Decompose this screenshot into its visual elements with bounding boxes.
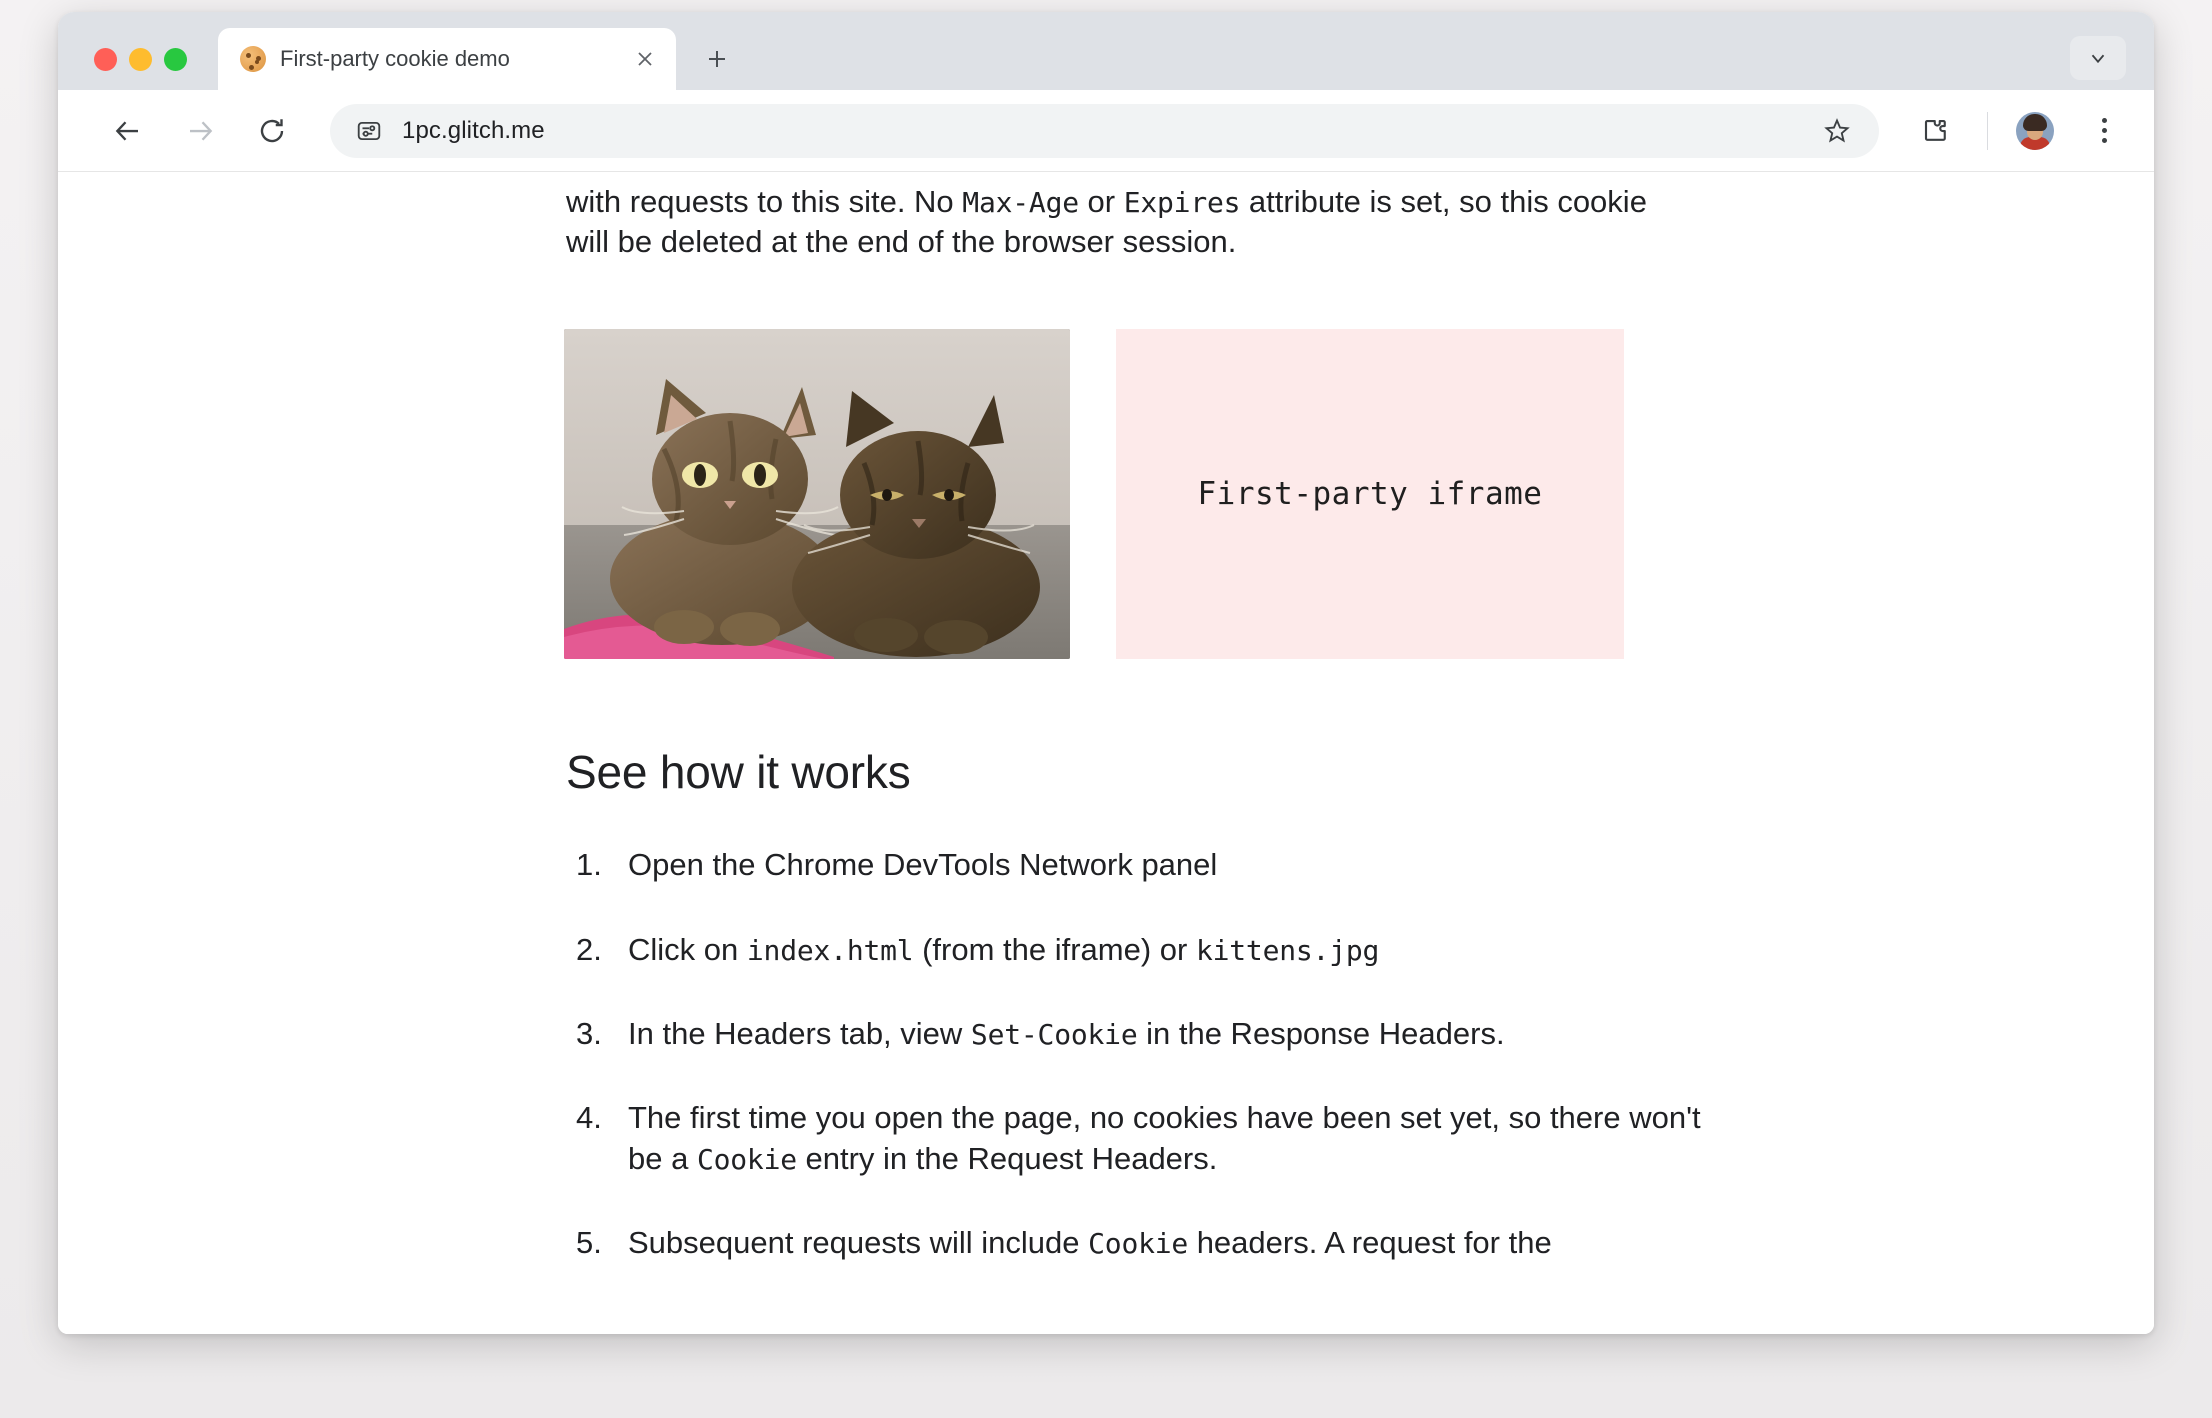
back-button[interactable] <box>106 109 150 153</box>
step-2-text-a: Click on <box>628 931 747 967</box>
max-age-code: Max-Age <box>962 186 1079 219</box>
forward-button[interactable] <box>178 109 222 153</box>
media-row <box>564 329 1716 659</box>
step-3-text-b: in the Response Headers. <box>1137 1015 1505 1051</box>
steps-list <box>566 845 1716 1263</box>
close-icon[interactable] <box>630 44 660 74</box>
cookie-code-2: Cookie <box>1088 1226 1189 1260</box>
step-3-text-a: In the Headers tab, view <box>628 1015 971 1051</box>
tab-strip <box>58 12 2154 90</box>
step-2-text-b: (from the iframe) or <box>913 931 1196 967</box>
toolbar-divider <box>1987 112 1988 150</box>
site-info-icon[interactable] <box>354 116 384 146</box>
browser-toolbar <box>58 90 2154 172</box>
list-item <box>628 1098 1718 1179</box>
list-item <box>628 845 1718 885</box>
kebab-menu-icon <box>2102 118 2107 143</box>
close-window-button[interactable] <box>94 48 117 71</box>
extensions-icon[interactable] <box>1913 108 1959 154</box>
browser-window <box>58 12 2154 1334</box>
new-tab-button[interactable] <box>696 38 738 80</box>
page-viewport <box>58 172 2154 1334</box>
paragraph-text-2: or <box>1078 184 1124 219</box>
kittens-jpg-code: kittens.jpg <box>1195 933 1380 967</box>
bookmark-star-icon[interactable] <box>1815 109 1859 153</box>
kittens-image <box>564 329 1070 659</box>
intro-paragraph <box>566 182 1666 261</box>
first-party-iframe <box>1116 329 1624 659</box>
set-cookie-code: Set-Cookie <box>970 1017 1138 1051</box>
page-title: See how it works <box>566 746 911 799</box>
reload-button[interactable] <box>250 109 294 153</box>
cookie-icon <box>240 46 266 72</box>
step-4-text-b: entry in the Request Headers. <box>796 1140 1218 1176</box>
list-item <box>628 930 1718 970</box>
cookie-code: Cookie <box>696 1142 797 1176</box>
step-4-text-a: The first time you open the page, no cookies have been set yet, so there won't be a <box>628 1100 1701 1176</box>
address-bar[interactable] <box>330 104 1879 158</box>
step-1-text: Open the Chrome DevTools Network panel <box>628 847 1218 883</box>
paragraph-text-3: attribute is set, so this cookie will be deleted at the end of the browser session. <box>566 184 1647 259</box>
page-content <box>58 172 2154 1263</box>
iframe-label: First-party iframe <box>1197 476 1543 513</box>
maximize-window-button[interactable] <box>164 48 187 71</box>
url-text[interactable]: 1pc.glitch.me <box>402 116 545 144</box>
list-item <box>628 1014 1718 1054</box>
step-5-text-a: Subsequent requests will include <box>628 1224 1089 1260</box>
paragraph-text-1: with requests to this site. No <box>566 184 963 219</box>
chevron-down-icon[interactable] <box>2070 36 2126 80</box>
avatar[interactable] <box>2016 112 2054 150</box>
list-item <box>628 1223 1718 1263</box>
step-5-text-b: headers. A request for the <box>1188 1224 1552 1260</box>
window-controls <box>94 48 187 71</box>
content-fade <box>58 1308 2154 1334</box>
tab-title: First-party cookie demo <box>280 46 510 71</box>
browser-menu-button[interactable] <box>2082 109 2126 153</box>
expires-code: Expires <box>1123 186 1241 219</box>
minimize-window-button[interactable] <box>129 48 152 71</box>
index-html-code: index.html <box>746 933 914 967</box>
browser-tab[interactable] <box>218 28 676 90</box>
